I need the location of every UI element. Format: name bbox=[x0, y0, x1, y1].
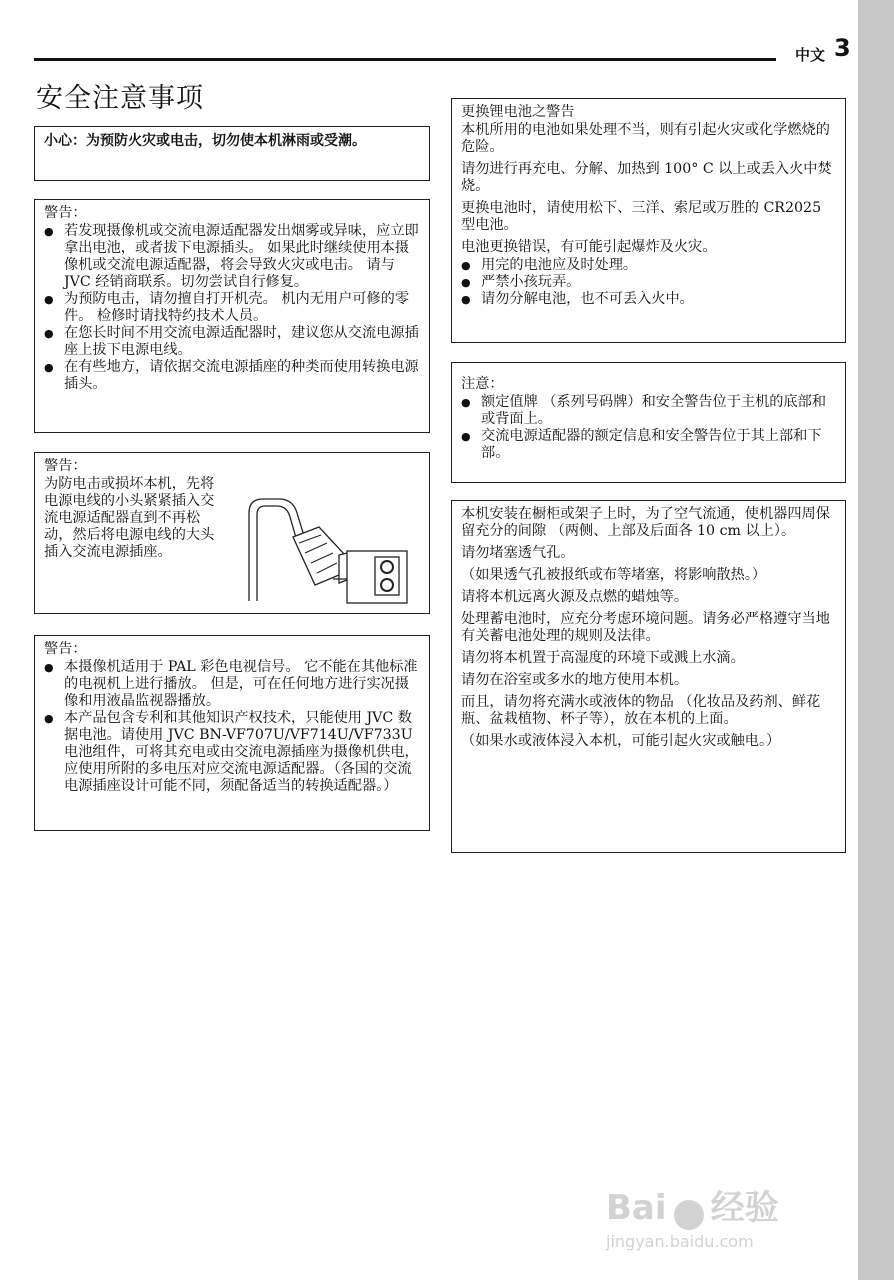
note-label: 注意： bbox=[461, 376, 504, 392]
baidu-watermark bbox=[606, 1180, 779, 1251]
warning-box-3 bbox=[34, 635, 430, 831]
battery-heading: 更换锂电池之警告 bbox=[461, 104, 575, 120]
install-paragraph: （如果透气孔被报纸或布等堵塞，将影响散热。） bbox=[461, 567, 767, 583]
warning-box-2 bbox=[34, 452, 430, 614]
list-item: ● 在有些地方，请依据交流电源插座的种类而使用转换电源插头。 bbox=[44, 359, 420, 393]
list-item: ● 本产品包含专利和其他知识产权技术，只能使用 JVC 数据电池。请使用 JVC BN-VF707U/VF714U/VF733U 电池组件，可将其充电或由交流电源插座为摄像机供电，应使用所附的多电压对应交流电源适配器。（各国的交流电源插座设计可能不同，须配备适当的转换适配器。） bbox=[44, 710, 420, 795]
watermark-logo-right: 经验 bbox=[710, 1188, 779, 1228]
page-title: 安全注意事项 bbox=[36, 83, 204, 114]
warning-label: 警告： bbox=[44, 641, 87, 657]
install-paragraph: 请勿将本机置于高湿度的环境下或溅上水滴。 bbox=[461, 650, 745, 666]
install-paragraph: 而且，请勿将充满水或液体的物品 （化妆品及药剂、鲜花瓶、盆栽植物、杯子等），放在本机的上面。 bbox=[461, 694, 821, 727]
list-item: ● 交流电源适配器的额定信息和安全警告位于其上部和下部。 bbox=[461, 428, 836, 462]
list-item: ● 本摄像机适用于 PAL 彩色电视信号。 它不能在其他标准的电视机上进行播放。 但是，可在任何地方进行实况摄像和用液晶监视器播放。 bbox=[44, 659, 420, 710]
warning-label: 警告： bbox=[44, 205, 87, 221]
paw-icon bbox=[674, 1200, 704, 1230]
plug-instruction-text: 为防电击或损坏本机，先将电源电线的小头紧紧插入交流电源适配器直到不再松动，然后将电源电线的大头插入交流电源插座。 bbox=[44, 476, 215, 560]
installation-box bbox=[451, 500, 846, 853]
page-number: 3 bbox=[834, 34, 851, 62]
install-paragraph: 本机安装在橱柜或架子上时，为了空气流通，使机器四周保留充分的间隙 （两侧、上部及后面各 10 cm 以上）。 bbox=[461, 506, 830, 539]
list-item: ● 在您长时间不用交流电源适配器时，建议您从交流电源插座上拔下电源电线。 bbox=[44, 325, 420, 359]
page-side-tab bbox=[858, 0, 894, 1280]
header-rule bbox=[34, 58, 776, 61]
battery-paragraph: 请勿进行再充电、分解、加热到 100° C 以上或丢入火中焚烧。 bbox=[461, 161, 832, 194]
install-paragraph: 处理蓄电池时，应充分考虑环境问题。请务必严格遵守当地有关蓄电池处理的规则及法律。 bbox=[461, 611, 830, 644]
install-paragraph: 请勿在浴室或多水的地方使用本机。 bbox=[461, 672, 689, 688]
install-paragraph: 请勿堵塞透气孔。 bbox=[461, 545, 575, 561]
battery-paragraph: 更换电池时，请使用松下、三洋、索尼或万胜的 CR2025 型电池。 bbox=[461, 200, 822, 233]
list-item: ● 若发现摄像机或交流电源适配器发出烟雾或异味，应立即拿出电池，或者拔下电源插头。 如果此时继续使用本摄像机或交流电源适配器，将会导致火灾或电击。 请与 JVC 经销商联系。切勿尝试自行修复。 bbox=[44, 223, 420, 291]
list-item: ● 用完的电池应及时处理。 bbox=[461, 257, 836, 274]
battery-paragraph: 电池更换错误，有可能引起爆炸及火灾。 bbox=[461, 239, 717, 255]
warning-box-1 bbox=[34, 199, 430, 433]
list-item: ● 严禁小孩玩弄。 bbox=[461, 274, 836, 291]
language-label: 中文 bbox=[795, 46, 826, 64]
battery-warning-box bbox=[451, 98, 846, 343]
list-item: ● 请勿分解电池，也不可丢入火中。 bbox=[461, 291, 836, 308]
battery-paragraph: 本机所用的电池如果处理不当，则有引起火灾或化学燃烧的危险。 bbox=[461, 122, 830, 155]
caution-text: 小心：为预防火灾或电击，切勿使本机淋雨或受潮。 bbox=[44, 133, 366, 149]
caution-box bbox=[34, 126, 430, 181]
power-plug-illustration bbox=[235, 493, 415, 605]
note-box bbox=[451, 362, 846, 483]
list-item: ● 为预防电击，请勿擅自打开机壳。 机内无用户可修的零件。 检修时请找特约技术人员。 bbox=[44, 291, 420, 325]
install-paragraph: （如果水或液体浸入本机，可能引起火灾或触电。） bbox=[461, 733, 781, 749]
install-paragraph: 请将本机远离火源及点燃的蜡烛等。 bbox=[461, 589, 689, 605]
list-item: ● 额定值牌 （系列号码牌）和安全警告位于主机的底部和或背面上。 bbox=[461, 394, 836, 428]
watermark-url: jingyan.baidu.com bbox=[606, 1231, 754, 1251]
watermark-logo-left: Bai bbox=[606, 1188, 667, 1228]
warning-label: 警告： bbox=[44, 458, 87, 474]
